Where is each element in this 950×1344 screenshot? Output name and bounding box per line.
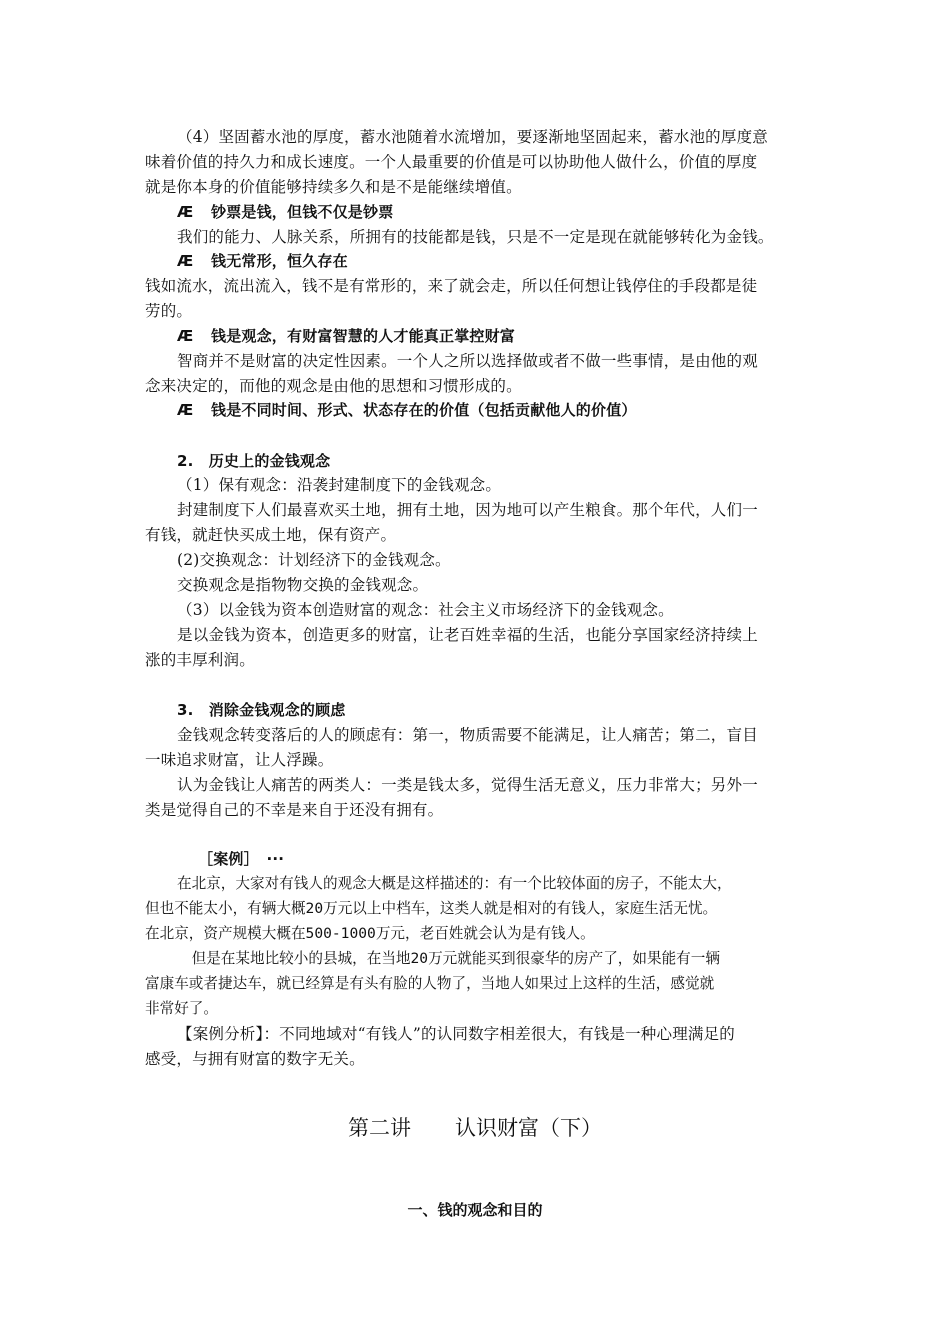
lecture-title: 认识财富（下） bbox=[455, 1116, 602, 1140]
text-line: 交换观念是指物物交换的金钱观念。 bbox=[177, 576, 429, 594]
bullet-mark: Æ bbox=[177, 401, 194, 419]
case-line: 富康车或者捷达车，就已经算是有头有脸的人物了，当地人如果过上这样的生活，感觉就 bbox=[145, 975, 715, 992]
text-line: 类是觉得自己的不幸是来自于还没有拥有。 bbox=[145, 801, 444, 819]
text-line: 智商并不是财富的决定性因素。一个人之所以选择做或者不做一些事情，是由他的观 bbox=[177, 352, 758, 370]
text-line: 是以金钱为资本，创造更多的财富，让老百姓幸福的生活，也能分享国家经济持续上 bbox=[177, 626, 758, 644]
bullet-heading: Æ 钱是观念，有财富智慧的人才能真正掌控财富 bbox=[177, 327, 516, 345]
bullet-mark: Æ bbox=[177, 203, 194, 221]
text-line: （4）坚固蓄水池的厚度，蓄水池随着水流增加，要逐渐地坚固起来，蓄水池的厚度意 bbox=[177, 128, 768, 146]
text-line: 一味追求财富，让人浮躁。 bbox=[145, 751, 334, 769]
section-heading: 2. 历史上的金钱观念 bbox=[177, 452, 331, 470]
text-line: 念来决定的，而他的观念是由他的思想和习惯形成的。 bbox=[145, 377, 522, 395]
text-line: 【案例分析】：不同地域对“有钱人”的认同数字相差很大，有钱是一种心理满足的 bbox=[177, 1025, 736, 1043]
text-line: 认为金钱让人痛苦的两类人：一类是钱太多，觉得生活无意义，压力非常大；另外一 bbox=[177, 776, 758, 794]
bullet-mark: Æ bbox=[177, 252, 194, 270]
text-line: 味着价值的持久力和成长速度。一个人最重要的价值是可以协助他人做什么，价值的厚度 bbox=[145, 153, 758, 171]
bullet-mark: Æ bbox=[177, 327, 194, 345]
text-line: 有钱，就赶快买成土地，保有资产。 bbox=[145, 526, 397, 544]
lecture-number: 第二讲 bbox=[348, 1116, 411, 1140]
section-heading: 3. 消除金钱观念的顾虑 bbox=[177, 701, 346, 719]
case-line: 在北京，大家对有钱人的观念大概是这样描述的：有一个比较体面的房子，不能太大， bbox=[177, 875, 732, 892]
lecture-heading bbox=[0, 1112, 950, 1142]
case-line: 但是在某地比较小的县城，在当地20万元就能买到很豪华的房产了，如果能有一辆 bbox=[177, 950, 720, 967]
text-line: 金钱观念转变落后的人的顾虑有：第一，物质需要不能满足，让人痛苦；第二，盲目 bbox=[177, 726, 758, 744]
text-line: 我们的能力、人脉关系，所拥有的技能都是钱，只是不一定是现在就能够转化为金钱。 bbox=[177, 228, 774, 246]
text-line: 劳的。 bbox=[145, 302, 193, 320]
case-line: 非常好了。 bbox=[145, 1000, 218, 1017]
bullet-heading: Æ 钱是不同时间、形式、状态存在的价值（包括贡献他人的价值） bbox=[177, 401, 637, 419]
case-line: 在北京，资产规模大概在500-1000万元，老百姓就会认为是有钱人。 bbox=[145, 925, 595, 942]
text-line: 封建制度下人们最喜欢买土地，拥有土地，因为地可以产生粮食。那个年代，人们一 bbox=[177, 501, 758, 519]
text-line: （3）以金钱为资本创造财富的观念：社会主义市场经济下的金钱观念。 bbox=[177, 601, 674, 619]
text-line: 就是你本身的价值能够持续多久和是不是能继续增值。 bbox=[145, 178, 522, 196]
text-line: (2)交换观念：计划经济下的金钱观念。 bbox=[177, 551, 451, 569]
section-heading: 一、钱的观念和目的 bbox=[407, 1201, 543, 1219]
text-line: （1）保有观念：沿袭封建制度下的金钱观念。 bbox=[177, 476, 502, 494]
bullet-heading: Æ 钱无常形，恒久存在 bbox=[177, 252, 348, 270]
case-line: 但也不能太小，有辆大概20万元以上中档车，这类人就是相对的有钱人，家庭生活无忧。 bbox=[145, 900, 718, 917]
text-line: 感受，与拥有财富的数字无关。 bbox=[145, 1050, 365, 1068]
text-line: 涨的丰厚利润。 bbox=[145, 651, 255, 669]
case-heading: ［案例］ ··· bbox=[198, 850, 285, 868]
text-line: 钱如流水，流出流入，钱不是有常形的，来了就会走，所以任何想让钱停住的手段都是徒 bbox=[145, 277, 758, 295]
bullet-heading: Æ 钞票是钱，但钱不仅是钞票 bbox=[177, 203, 394, 221]
